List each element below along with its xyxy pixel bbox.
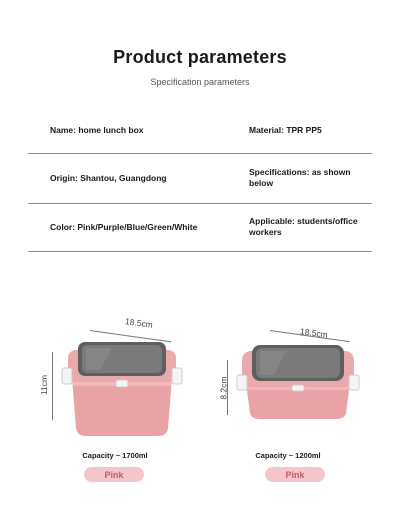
param-row bbox=[28, 203, 372, 252]
param-applicable: Applicable: students/office workers bbox=[249, 216, 358, 237]
lunch-box-large-image bbox=[52, 320, 192, 440]
height-dimension-label: 11cm bbox=[39, 374, 50, 396]
param-specifications: Specifications: as shown below bbox=[249, 167, 351, 188]
param-row bbox=[28, 107, 372, 154]
color-tag: Pink bbox=[84, 467, 144, 482]
page-subtitle: Specification parameters bbox=[150, 77, 250, 87]
param-material: Material: TPR PP5 bbox=[249, 124, 322, 135]
color-tag: Pink bbox=[265, 467, 325, 482]
capacity-label: Capacity ~ 1200ml bbox=[255, 451, 321, 460]
width-dimension-label: 18.5cm bbox=[124, 316, 154, 330]
lunch-box-small-image bbox=[228, 335, 368, 425]
param-origin: Origin: Shantou, Guangdong bbox=[50, 172, 167, 183]
width-dimension-label: 18.5cm bbox=[299, 326, 329, 340]
capacity-label: Capacity ~ 1700ml bbox=[82, 451, 148, 460]
param-name: Name: home lunch box bbox=[50, 124, 144, 135]
page-title: Product parameters bbox=[113, 47, 287, 67]
height-dimension-label: 8.2cm bbox=[218, 376, 229, 400]
param-color: Color: Pink/Purple/Blue/Green/White bbox=[50, 221, 198, 232]
height-dimension-line bbox=[52, 352, 53, 420]
param-row bbox=[28, 153, 372, 204]
